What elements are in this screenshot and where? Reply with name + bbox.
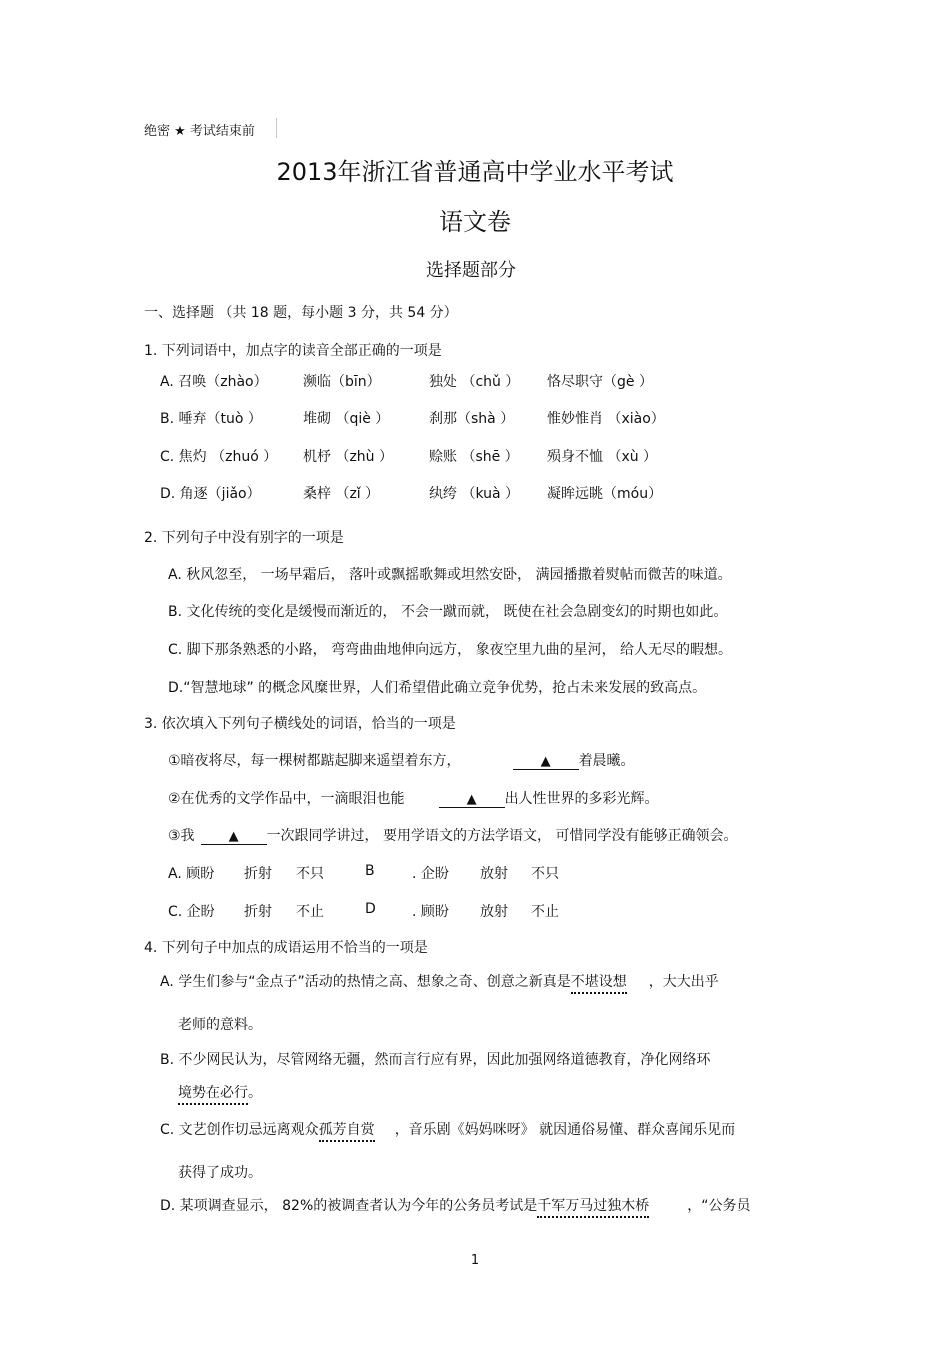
q1-c-4: 殒身不恤 （xù ） bbox=[547, 449, 658, 465]
q3-sentence-3 bbox=[168, 825, 737, 845]
q2-option-d: D.“智慧地球” 的概念风糜世界，人们希望借此确立竞争优势，抢占未来发展的致高点。 bbox=[168, 680, 707, 696]
q4-option-a-cont: 老师的意料。 bbox=[178, 1017, 262, 1033]
q3-option-a-3: 不只 bbox=[296, 866, 324, 882]
q3-s3-tail: 一次跟同学讲过， 要用学语文的方法学语文， 可惜同学没有能够正确领会。 bbox=[266, 828, 738, 844]
q4-d-tail: ，“公务员 bbox=[687, 1198, 751, 1214]
q1-a-1: A. 召唤（zhào） bbox=[160, 374, 268, 390]
q1-c-1: C. 焦灼 （zhuó ） bbox=[160, 449, 278, 465]
q1-a-2: 濒临（bīn） bbox=[303, 374, 381, 390]
q4-c-text: C. 文艺创作切忌远离观众 bbox=[160, 1122, 319, 1138]
q4-option-a bbox=[160, 971, 719, 991]
triangle-icon: ▲ bbox=[228, 829, 239, 844]
q4-option-b-cont bbox=[178, 1082, 262, 1102]
q3-stem: 3. 依次填入下列句子横线处的词语，恰当的一项是 bbox=[144, 716, 456, 732]
q4-b-tail: 。 bbox=[248, 1085, 262, 1101]
q4-option-b: B. 不少网民认为，尽管网络无疆，然而言行应有界，因此加强网络道德教育，净化网络环 bbox=[160, 1052, 711, 1068]
q1-c-3: 赊账 （shē ） bbox=[429, 449, 519, 465]
q4-d-idiom: 千军万马过独木桥 bbox=[537, 1198, 649, 1218]
q1-a-4: 恪尽职守（gè ） bbox=[547, 374, 653, 390]
q1-d-2: 桑梓 （zǐ ） bbox=[303, 486, 380, 502]
q3-s1-tail: 着晨曦。 bbox=[578, 753, 635, 769]
q1-b-4: 惟妙惟肖 （xiào） bbox=[547, 411, 665, 427]
q3-option-c-1: C. 企盼 bbox=[168, 904, 215, 920]
page-number: 1 bbox=[470, 1253, 480, 1268]
q1-b-1: B. 唾弃（tuò ） bbox=[160, 411, 262, 427]
q1-stem: 1. 下列词语中，加点字的读音全部正确的一项是 bbox=[144, 343, 442, 359]
q1-d-4: 凝眸远眺（móu） bbox=[547, 486, 663, 502]
part-heading: 一、选择题 （共 18 题，每小题 3 分，共 54 分） bbox=[144, 305, 458, 321]
q3-option-b-letter: B bbox=[365, 863, 375, 879]
q4-a-idiom: 不堪设想 bbox=[571, 974, 627, 994]
q4-stem: 4. 下列句子中加点的成语运用不恰当的一项是 bbox=[144, 940, 428, 956]
q3-option-d-letter: D bbox=[365, 901, 376, 917]
q4-b-idiom: 境势在必行 bbox=[178, 1085, 248, 1105]
confidential-label: 绝密 ★ 考试结束前 bbox=[144, 124, 255, 139]
q3-option-b-2: 放射 bbox=[480, 866, 508, 882]
q4-c-idiom: 孤芳自赏 bbox=[319, 1122, 375, 1142]
q4-option-d bbox=[160, 1195, 751, 1215]
q4-a-text: A. 学生们参与“金点子”活动的热情之高、想象之奇、创意之新真是 bbox=[160, 974, 571, 990]
q1-c-2: 机杼 （zhù ） bbox=[303, 449, 393, 465]
q3-option-a-2: 折射 bbox=[244, 866, 272, 882]
q1-d-1: D. 角逐（jiǎo） bbox=[160, 486, 261, 502]
q1-b-2: 堆砌 （qiè ） bbox=[303, 411, 390, 427]
q2-option-a: A. 秋风忽至， 一场早霜后， 落叶或飘摇歌舞或坦然安卧， 满园播撒着熨帖而微苦的味道。 bbox=[168, 567, 732, 583]
exam-title: 2013年浙江省普通高中学业水平考试 bbox=[276, 158, 674, 186]
q4-a-tail: ，大大出乎 bbox=[648, 974, 719, 990]
q1-b-3: 刹那（shà ） bbox=[429, 411, 515, 427]
q3-sentence-1 bbox=[168, 750, 635, 770]
triangle-icon: ▲ bbox=[466, 792, 477, 807]
exam-subtitle: 语文卷 bbox=[439, 208, 511, 236]
q3-s2-tail: 出人性世界的多彩光辉。 bbox=[504, 791, 659, 807]
q3-s2-text: ②在优秀的文学作品中，一滴眼泪也能 bbox=[168, 791, 405, 807]
q2-stem: 2. 下列句子中没有别字的一项是 bbox=[144, 530, 344, 546]
q3-option-d-1: . 顾盼 bbox=[412, 904, 449, 920]
section-title: 选择题部分 bbox=[426, 260, 516, 281]
q3-blank-2 bbox=[439, 791, 505, 808]
q3-blank-1 bbox=[513, 753, 579, 770]
q1-a-3: 独处 （chǔ ） bbox=[429, 374, 520, 390]
q2-option-c: C. 脚下那条熟悉的小路， 弯弯曲曲地伸向远方， 象夜空里九曲的星河， 给人无尽的暇想。 bbox=[168, 642, 733, 658]
q3-sentence-2 bbox=[168, 788, 659, 808]
q3-s1-text: ①暗夜将尽，每一棵树都踮起脚来遥望着东方， bbox=[168, 753, 461, 769]
q4-c-tail: ，音乐剧《妈妈咪呀》 就因通俗易懂、群众喜闻乐见而 bbox=[394, 1122, 736, 1138]
q3-option-d-3: 不止 bbox=[531, 904, 559, 920]
q4-d-text: D. 某项调查显示， 82%的被调查者认为今年的公务员考试是 bbox=[160, 1198, 538, 1214]
q3-option-d-2: 放射 bbox=[480, 904, 508, 920]
q3-option-b-3: 不只 bbox=[531, 866, 559, 882]
triangle-icon: ▲ bbox=[540, 754, 551, 769]
q3-s3-text: ③我 bbox=[168, 828, 195, 844]
q1-d-3: 纨绔 （kuà ） bbox=[429, 486, 520, 502]
q3-option-c-2: 折射 bbox=[244, 904, 272, 920]
q4-option-c-cont: 获得了成功。 bbox=[178, 1165, 262, 1181]
q3-option-c-3: 不止 bbox=[296, 904, 324, 920]
q2-option-b: B. 文化传统的变化是缓慢而渐近的， 不会一蹴而就， 既使在社会急剧变幻的时期也如此。 bbox=[168, 604, 728, 620]
q3-option-b-1: . 企盼 bbox=[412, 866, 449, 882]
q3-option-a-1: A. 顾盼 bbox=[168, 866, 215, 882]
q4-option-c bbox=[160, 1119, 735, 1139]
q3-blank-3 bbox=[201, 828, 267, 845]
divider bbox=[276, 118, 277, 138]
